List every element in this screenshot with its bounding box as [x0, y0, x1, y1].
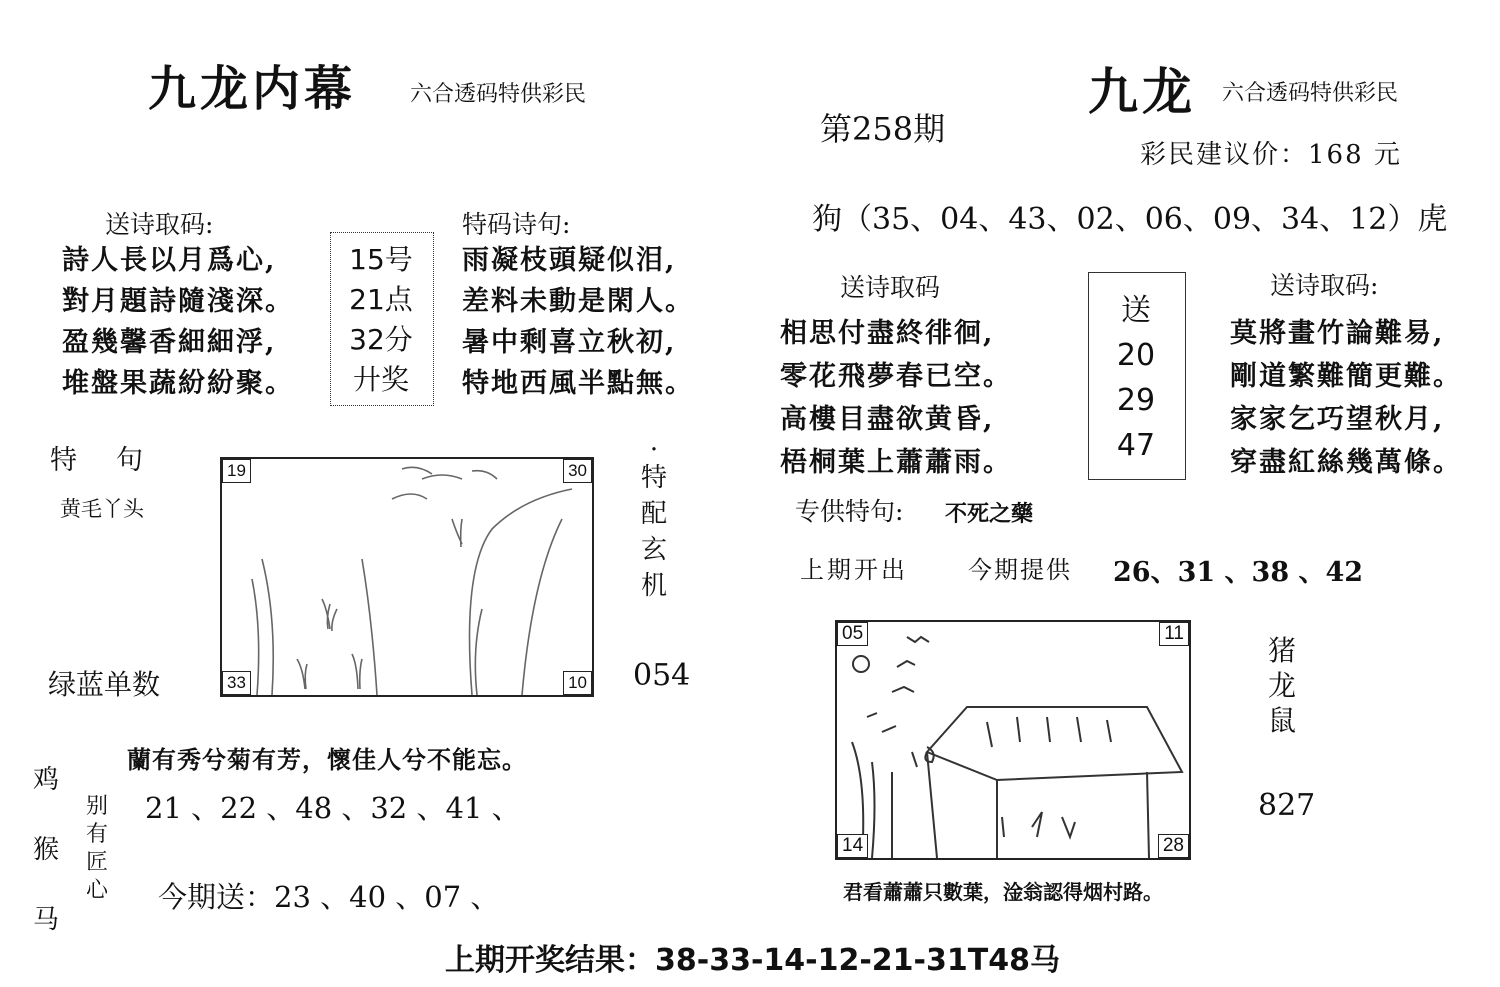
craft-char: 有: [85, 822, 108, 847]
right-provide-numbers: 26、31 、38 、42: [1113, 557, 1364, 588]
right-zodiac-column: [1262, 633, 1302, 738]
poem-line: 詩人長以月爲心,: [62, 245, 277, 276]
box-line: 21点: [349, 283, 413, 316]
issue-number: 第258期: [820, 110, 946, 148]
left-hint-number: 054: [633, 658, 691, 693]
corner-number: 10: [563, 671, 592, 695]
zodiac-char: 鸡: [32, 765, 59, 795]
poem-line: 家家乞巧望秋月,: [1230, 404, 1445, 435]
left-sketch-picture: [220, 457, 594, 697]
house-sketch-drawing: [837, 622, 1189, 858]
right-send-poem-label-b: 送诗取码:: [1270, 271, 1379, 300]
zodiac-char: 鼠: [1267, 704, 1296, 737]
left-vertical-hint: [636, 435, 672, 604]
corner-number: 28: [1158, 834, 1189, 858]
left-send-poem: [62, 240, 294, 404]
box-line: 47: [1116, 428, 1156, 463]
last-draw-result: 上期开奖结果：38-33-14-12-21-31T48马: [445, 943, 1060, 978]
box-line: 廾奖: [352, 363, 409, 396]
right-title: 九龙: [1088, 62, 1196, 121]
right-dog-tiger-line: 狗（35、04、43、02、06、09、34、12）虎: [812, 202, 1448, 237]
poem-line: 對月題詩隨淺深。: [62, 286, 294, 317]
hint-char: ·: [649, 435, 659, 465]
left-today-send: 今期送：23 、40 、07 、: [158, 880, 500, 914]
poem-line: 零花飛夢春已空。: [780, 361, 1012, 392]
corner-number: 33: [222, 671, 251, 695]
box-line: 29: [1116, 383, 1156, 418]
corner-number: 30: [563, 459, 592, 483]
right-subtitle: 六合透码特供彩民: [1222, 81, 1399, 106]
corner-number: 11: [1159, 622, 1189, 646]
right-special-text: 不死之藥: [945, 501, 1034, 527]
poem-line: 穿盡紅絲幾萬條。: [1230, 447, 1462, 478]
zodiac-char: 龙: [1267, 669, 1296, 702]
hint-char: 机: [640, 571, 667, 601]
left-numbers-line: 21 、22 、48 、32 、41 、: [145, 791, 521, 825]
box-line: 20: [1116, 338, 1156, 373]
left-special-phrase-label: 特 句: [50, 445, 149, 476]
right-send-box-text: [1088, 288, 1184, 468]
left-special-poem: [462, 240, 694, 404]
right-caption: 君看蕭蕭只數葉，淦翁認得烟村路。: [843, 880, 1163, 904]
box-line: 15号: [349, 243, 413, 276]
hint-char: 特: [640, 463, 667, 493]
left-send-poem-label: 送诗取码:: [105, 210, 214, 239]
zodiac-char: 猴: [32, 835, 59, 865]
right-hint-number: 827: [1258, 788, 1316, 823]
poem-line: 相思付盡終徘徊,: [780, 318, 995, 349]
left-special-phrase: 黄毛丫头: [60, 497, 144, 521]
hint-char: 玄: [640, 535, 667, 565]
poem-line: 暑中剩喜立秋初,: [462, 327, 677, 358]
right-special-label: 专供特句:: [795, 497, 904, 526]
poem-line: 梧桐葉上蕭蕭雨。: [780, 447, 1012, 478]
hint-char: 配: [640, 499, 667, 529]
left-verse: 蘭有秀兮菊有芳，懷佳人兮不能忘。: [127, 745, 527, 774]
left-subtitle: 六合透码特供彩民: [410, 82, 587, 107]
left-craft-column: [82, 793, 112, 905]
corner-number: 19: [222, 459, 251, 483]
poem-line: 堆盤果蔬紛紛聚。: [62, 368, 294, 399]
poem-line: 雨凝枝頭疑似泪,: [462, 245, 677, 276]
left-color-hint: 绿蓝单数: [48, 668, 161, 701]
poem-line: 莫將畫竹論難易,: [1230, 318, 1445, 349]
corner-number: 14: [837, 834, 868, 858]
left-zodiac-column: [28, 745, 64, 955]
right-last-label: 上期开出: [800, 556, 908, 584]
right-house-picture: [835, 620, 1191, 860]
box-line: 送: [1121, 293, 1151, 328]
left-center-box-text: [340, 240, 422, 400]
poem-line: 盈幾馨香細細浮,: [62, 327, 277, 358]
zodiac-char: 猪: [1267, 634, 1296, 667]
box-line: 32分: [349, 323, 413, 356]
left-title: 九龙内幕: [148, 61, 357, 117]
right-poem-b: [1230, 312, 1462, 484]
poem-line: 高樓目盡欲黄昏,: [780, 404, 995, 435]
craft-char: 匠: [85, 850, 108, 875]
left-special-poem-label: 特码诗句:: [462, 210, 571, 239]
craft-char: 心: [85, 878, 108, 903]
grass-sketch-drawing: [222, 459, 592, 695]
right-send-poem-label-a: 送诗取码: [840, 273, 941, 302]
poem-line: 特地西風半點無。: [462, 368, 694, 399]
poem-line: 差料未動是閑人。: [462, 286, 694, 317]
right-poem-a: [780, 312, 1012, 484]
craft-char: 别: [85, 794, 108, 819]
poem-line: 剛道繁難簡更難。: [1230, 361, 1462, 392]
right-provide-label: 今期提供: [968, 556, 1072, 584]
zodiac-char: 马: [32, 905, 59, 935]
right-price: 彩民建议价：168 元: [1140, 140, 1402, 170]
corner-number: 05: [837, 622, 868, 646]
